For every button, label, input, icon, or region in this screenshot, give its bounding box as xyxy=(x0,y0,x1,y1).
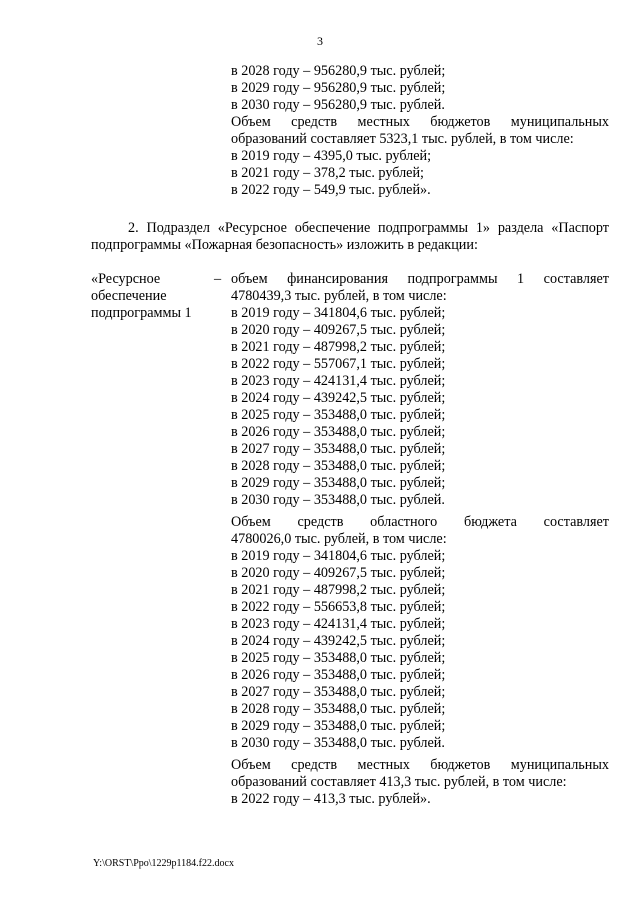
total-year-line: в 2020 году – 409267,5 тыс. рублей; xyxy=(231,322,446,338)
regional-budget: 4780026,0 тыс. рублей, в том числе: xyxy=(231,531,447,547)
budget-year-line: в 2022 году – 549,9 тыс. рублей». xyxy=(231,182,431,198)
file-path-footer: Y:\ORST\Ppo\1229p1184.f22.docx xyxy=(93,858,234,869)
passport-dash: – xyxy=(214,271,222,287)
budget-year-line: в 2030 году – 956280,9 тыс. рублей. xyxy=(231,97,445,113)
total-year-line: в 2024 году – 439242,5 тыс. рублей; xyxy=(231,390,446,406)
local-budget: образований составляет 413,3 тыс. рублей, в том числе: xyxy=(231,774,567,790)
local-budget-sentence: Объем средств местных бюджетов муниципальных xyxy=(231,114,609,130)
regional-year-line: в 2023 году – 424131,4 тыс. рублей; xyxy=(231,616,446,632)
budget-year-line: в 2028 году – 956280,9 тыс. рублей; xyxy=(231,63,446,79)
regional-year-line: в 2024 году – 439242,5 тыс. рублей; xyxy=(231,633,446,649)
total-financing: объем финансирования подпрограммы 1 составляет xyxy=(231,271,609,287)
passport-label: подпрограммы 1 xyxy=(91,305,192,321)
total-year-line: в 2023 году – 424131,4 тыс. рублей; xyxy=(231,373,446,389)
local-budget: Объем средств местных бюджетов муниципальных xyxy=(231,757,609,773)
regional-year-line: в 2028 году – 353488,0 тыс. рублей; xyxy=(231,701,446,717)
budget-year-line: в 2021 году – 378,2 тыс. рублей; xyxy=(231,165,424,181)
total-year-line: в 2027 году – 353488,0 тыс. рублей; xyxy=(231,441,446,457)
total-year-line: в 2021 году – 487998,2 тыс. рублей; xyxy=(231,339,446,355)
regional-year-line: в 2022 году – 556653,8 тыс. рублей; xyxy=(231,599,446,615)
regional-year-line: в 2025 году – 353488,0 тыс. рублей; xyxy=(231,650,446,666)
regional-year-line: в 2029 году – 353488,0 тыс. рублей; xyxy=(231,718,446,734)
total-year-line: в 2025 году – 353488,0 тыс. рублей; xyxy=(231,407,446,423)
total-financing: 4780439,3 тыс. рублей, в том числе: xyxy=(231,288,447,304)
total-year-line: в 2026 году – 353488,0 тыс. рублей; xyxy=(231,424,446,440)
regional-year-line: в 2030 году – 353488,0 тыс. рублей. xyxy=(231,735,445,751)
paragraph-2: 2. Подраздел «Ресурсное обеспечение подпрограммы 1» раздела «Паспорт xyxy=(128,220,609,236)
passport-label: обеспечение xyxy=(91,288,167,304)
paragraph-2: подпрограммы «Пожарная безопасность» изложить в редакции: xyxy=(91,237,478,253)
budget-year-line: в 2029 году – 956280,9 тыс. рублей; xyxy=(231,80,446,96)
regional-year-line: в 2027 году – 353488,0 тыс. рублей; xyxy=(231,684,446,700)
regional-year-line: в 2026 году – 353488,0 тыс. рублей; xyxy=(231,667,446,683)
passport-label: «Ресурсное xyxy=(91,271,161,287)
page-number: 3 xyxy=(317,34,323,48)
total-year-line: в 2022 году – 557067,1 тыс. рублей; xyxy=(231,356,446,372)
total-year-line: в 2029 году – 353488,0 тыс. рублей; xyxy=(231,475,446,491)
total-year-line: в 2019 году – 341804,6 тыс. рублей; xyxy=(231,305,446,321)
regional-budget: Объем средств областного бюджета составляет xyxy=(231,514,609,530)
regional-year-line: в 2020 году – 409267,5 тыс. рублей; xyxy=(231,565,446,581)
local-year-line: в 2022 году – 413,3 тыс. рублей». xyxy=(231,791,431,807)
total-year-line: в 2028 году – 353488,0 тыс. рублей; xyxy=(231,458,446,474)
regional-year-line: в 2021 году – 487998,2 тыс. рублей; xyxy=(231,582,446,598)
regional-year-line: в 2019 году – 341804,6 тыс. рублей; xyxy=(231,548,446,564)
budget-year-line: в 2019 году – 4395,0 тыс. рублей; xyxy=(231,148,432,164)
local-budget-sentence: образований составляет 5323,1 тыс. рублей, в том числе: xyxy=(231,131,574,147)
total-year-line: в 2030 году – 353488,0 тыс. рублей. xyxy=(231,492,445,508)
